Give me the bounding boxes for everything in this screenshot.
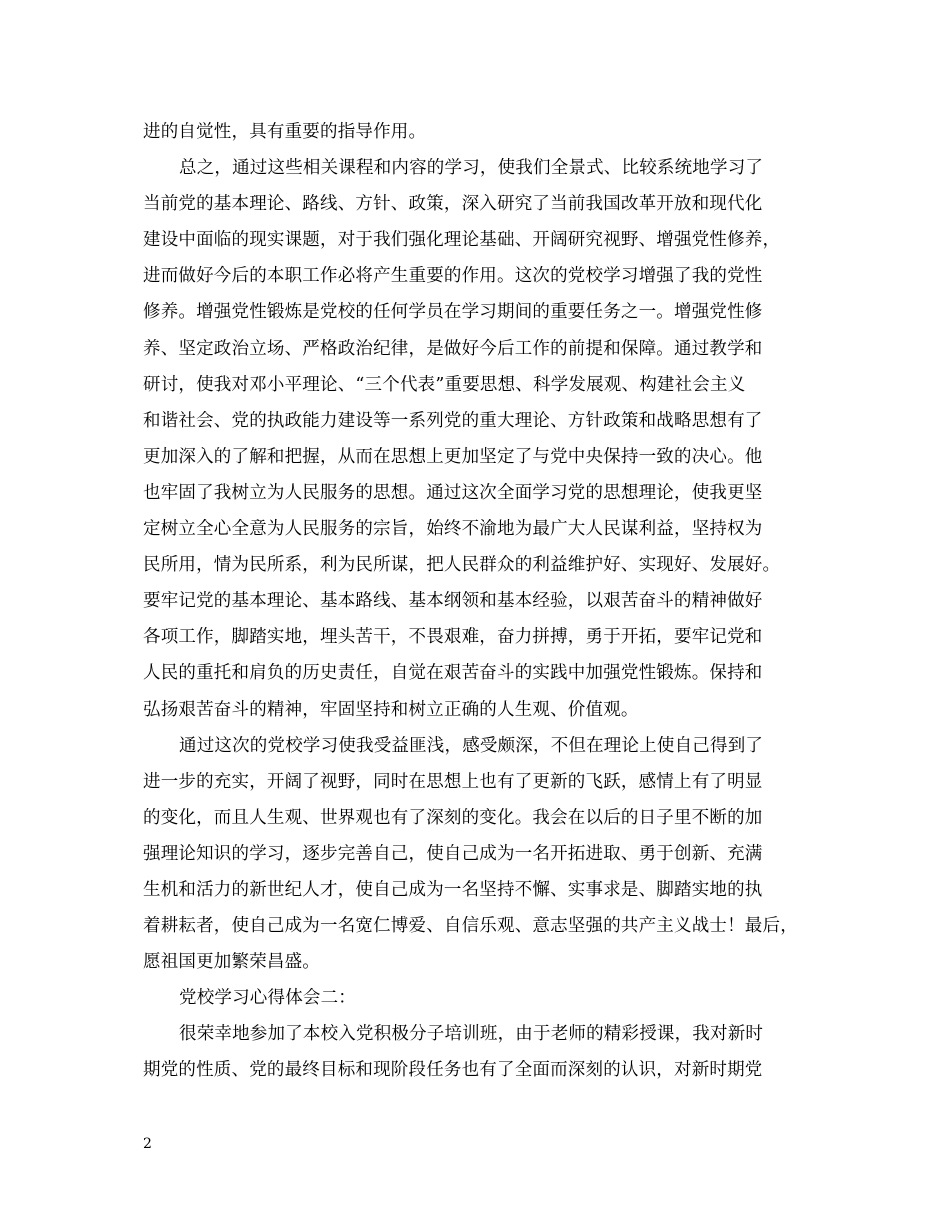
text-line: 愿祖国更加繁荣昌盛。 [143, 952, 320, 973]
text-line: 研讨，使我对邓小平理论、“三个代表”重要思想、科学发展观、构建社会主义 [143, 374, 746, 395]
text-line: 很荣幸地参加了本校入党积极分子培训班，由于老师的精彩授课，我对新时 [179, 1024, 764, 1045]
page-number: 2 [143, 1136, 152, 1152]
text-line: 更加深入的了解和把握，从而在思想上更加坚定了与党中央保持一致的决心。他 [143, 446, 763, 467]
text-line: 和谐社会、党的执政能力建设等一系列党的重大理论、方针政策和战略思想有了 [143, 410, 763, 431]
text-line: 建设中面临的现实课题，对于我们强化理论基础、开阔研究视野、增强党性修养， [143, 230, 781, 251]
text-line: 也牢固了我树立为人民服务的思想。通过这次全面学习党的思想理论，使我更坚 [143, 482, 763, 503]
text-line: 养、坚定政治立场、严格政治纪律，是做好今后工作的前提和保障。通过教学和 [143, 338, 763, 359]
text-line: 当前党的基本理论、路线、方针、政策，深入研究了当前我国改革开放和现代化 [143, 194, 763, 215]
text-line: 要牢记党的基本理论、基本路线、基本纲领和基本经验，以艰苦奋斗的精神做好 [143, 591, 763, 612]
text-line: 着耕耘者，使自己成为一名宽仁博爱、自信乐观、意志坚强的共产主义战士！最后， [143, 916, 798, 937]
text-line: 期党的性质、党的最终目标和现阶段任务也有了全面而深刻的认识，对新时期党 [143, 1060, 763, 1081]
text-line: 的变化，而且人生观、世界观也有了深刻的变化。我会在以后的日子里不断的加 [143, 807, 763, 828]
text-line: 通过这次的党校学习使我受益匪浅，感受颇深，不但在理论上使自己得到了 [179, 735, 764, 756]
text-line: 各项工作，脚踏实地，埋头苦干，不畏艰难，奋力拼搏，勇于开拓，要牢记党和 [143, 627, 763, 648]
text-line: 定树立全心全意为人民服务的宗旨，始终不渝地为最广大人民谋利益，坚持权为 [143, 519, 763, 540]
text-line: 进一步的充实，开阔了视野，同时在思想上也有了更新的飞跃，感情上有了明显 [143, 771, 763, 792]
text-line: 人民的重托和肩负的历史责任，自觉在艰苦奋斗的实践中加强党性锻炼。保持和 [143, 663, 763, 684]
section-heading: 党校学习心得体会二： [179, 988, 356, 1009]
text-line: 弘扬艰苦奋斗的精神，牢固坚持和树立正确的人生观、价值观。 [143, 699, 639, 720]
document-body [143, 114, 823, 1089]
text-line: 民所用，情为民所系，利为民所谋，把人民群众的利益维护好、实现好、发展好。 [143, 555, 781, 576]
text-line: 进而做好今后的本职工作必将产生重要的作用。这次的党校学习增强了我的党性 [143, 266, 763, 287]
text-line: 总之，通过这些相关课程和内容的学习，使我们全景式、比较系统地学习了 [179, 158, 764, 179]
text-line: 生机和活力的新世纪人才，使自己成为一名坚持不懈、实事求是、脚踏实地的执 [143, 879, 763, 900]
text-line: 修养。增强党性锻炼是党校的任何学员在学习期间的重要任务之一。增强党性修 [143, 302, 763, 323]
text-line: 强理论知识的学习，逐步完善自己，使自己成为一名开拓进取、勇于创新、充满 [143, 843, 763, 864]
text-line: 进的自觉性，具有重要的指导作用。 [143, 122, 427, 142]
